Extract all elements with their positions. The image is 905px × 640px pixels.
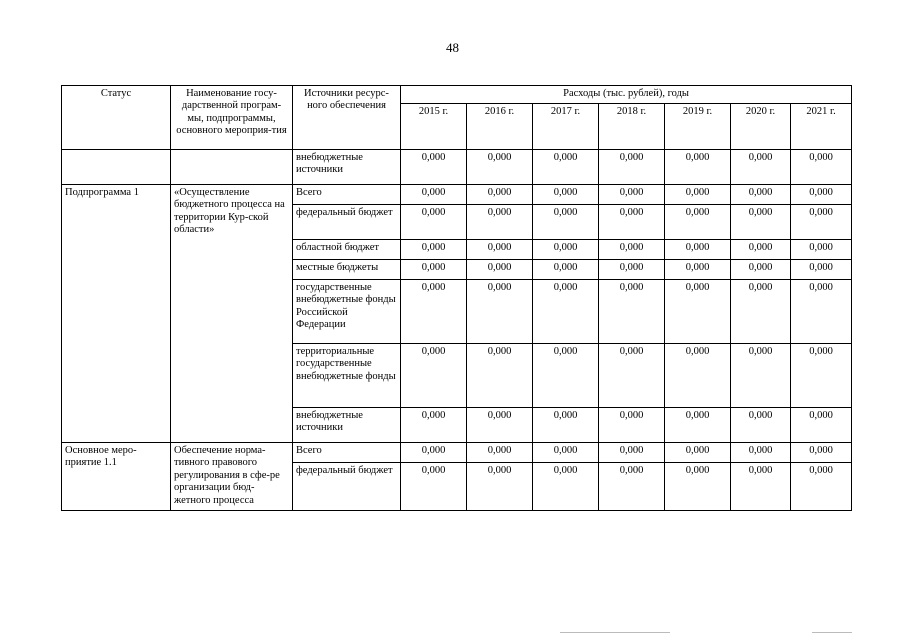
- header-year-2016: 2016 г.: [467, 104, 533, 150]
- value-cell: 0,000: [401, 150, 467, 185]
- header-year-2021: 2021 г.: [791, 104, 852, 150]
- value-cell: 0,000: [731, 463, 791, 511]
- value-cell: 0,000: [791, 463, 852, 511]
- value-cell: 0,000: [533, 150, 599, 185]
- value-cell: 0,000: [791, 408, 852, 443]
- source-cell: областной бюджет: [293, 240, 401, 260]
- table-row: [62, 185, 852, 205]
- value-cell: 0,000: [533, 344, 599, 408]
- value-cell: 0,000: [467, 443, 533, 463]
- value-cell: 0,000: [533, 408, 599, 443]
- name-cell: «Осуществление бюджетного процесса на территории Кур-ской области»: [171, 185, 293, 443]
- scan-artifact-line: [560, 632, 670, 633]
- source-cell: Всего: [293, 443, 401, 463]
- value-cell: 0,000: [731, 344, 791, 408]
- value-cell: 0,000: [533, 260, 599, 280]
- status-cell: [62, 150, 171, 185]
- value-cell: 0,000: [731, 150, 791, 185]
- value-cell: 0,000: [665, 408, 731, 443]
- source-cell: федеральный бюджет: [293, 463, 401, 511]
- value-cell: 0,000: [791, 185, 852, 205]
- value-cell: 0,000: [467, 344, 533, 408]
- value-cell: 0,000: [731, 205, 791, 240]
- header-sources: Источники ресурс-ного обеспечения: [293, 86, 401, 150]
- value-cell: 0,000: [731, 280, 791, 344]
- value-cell: 0,000: [665, 280, 731, 344]
- scan-artifact-line: [812, 632, 852, 633]
- source-cell: внебюджетные источники: [293, 408, 401, 443]
- value-cell: 0,000: [599, 185, 665, 205]
- header-year-2015: 2015 г.: [401, 104, 467, 150]
- value-cell: 0,000: [665, 344, 731, 408]
- value-cell: 0,000: [791, 443, 852, 463]
- name-cell: [171, 150, 293, 185]
- budget-table: [61, 85, 852, 511]
- value-cell: 0,000: [467, 463, 533, 511]
- header-year-2017: 2017 г.: [533, 104, 599, 150]
- value-cell: 0,000: [401, 205, 467, 240]
- value-cell: 0,000: [599, 280, 665, 344]
- table-row: [62, 443, 852, 463]
- value-cell: 0,000: [665, 443, 731, 463]
- value-cell: 0,000: [467, 408, 533, 443]
- source-cell: территориальные государственные внебюджетные фонды: [293, 344, 401, 408]
- name-cell: Обеспечение норма-тивного правового регулирования в сфе-ре организации бюд-жетного процесса: [171, 443, 293, 511]
- value-cell: 0,000: [665, 185, 731, 205]
- value-cell: 0,000: [665, 463, 731, 511]
- value-cell: 0,000: [731, 260, 791, 280]
- value-cell: 0,000: [401, 260, 467, 280]
- value-cell: 0,000: [533, 185, 599, 205]
- value-cell: 0,000: [791, 280, 852, 344]
- header-expenses: Расходы (тыс. рублей), годы: [401, 86, 852, 104]
- value-cell: 0,000: [467, 260, 533, 280]
- source-cell: федеральный бюджет: [293, 205, 401, 240]
- source-cell: внебюджетные источники: [293, 150, 401, 185]
- value-cell: 0,000: [731, 408, 791, 443]
- header-year-2019: 2019 г.: [665, 104, 731, 150]
- value-cell: 0,000: [665, 240, 731, 260]
- value-cell: 0,000: [533, 443, 599, 463]
- status-cell: Подпрограмма 1: [62, 185, 171, 443]
- value-cell: 0,000: [791, 344, 852, 408]
- value-cell: 0,000: [599, 344, 665, 408]
- value-cell: 0,000: [467, 280, 533, 344]
- value-cell: 0,000: [533, 240, 599, 260]
- value-cell: 0,000: [401, 240, 467, 260]
- value-cell: 0,000: [665, 260, 731, 280]
- value-cell: 0,000: [731, 240, 791, 260]
- value-cell: 0,000: [599, 408, 665, 443]
- value-cell: 0,000: [467, 185, 533, 205]
- value-cell: 0,000: [533, 280, 599, 344]
- value-cell: 0,000: [599, 463, 665, 511]
- source-cell: местные бюджеты: [293, 260, 401, 280]
- value-cell: 0,000: [791, 260, 852, 280]
- value-cell: 0,000: [467, 205, 533, 240]
- source-cell: Всего: [293, 185, 401, 205]
- value-cell: 0,000: [665, 150, 731, 185]
- value-cell: 0,000: [731, 185, 791, 205]
- source-cell: государственные внебюджетные фонды Российской Федерации: [293, 280, 401, 344]
- value-cell: 0,000: [599, 260, 665, 280]
- value-cell: 0,000: [665, 205, 731, 240]
- header-status: Статус: [62, 86, 171, 150]
- table-row: [62, 150, 852, 185]
- value-cell: 0,000: [599, 443, 665, 463]
- value-cell: 0,000: [467, 150, 533, 185]
- header-name: Наименование госу-дарственной програм-мы, подпрограммы, основного мероприя-тия: [171, 86, 293, 150]
- value-cell: 0,000: [467, 240, 533, 260]
- value-cell: 0,000: [401, 185, 467, 205]
- status-cell: Основное меро-приятие 1.1: [62, 443, 171, 511]
- value-cell: 0,000: [401, 344, 467, 408]
- value-cell: 0,000: [731, 443, 791, 463]
- header-row-1: [62, 86, 852, 104]
- value-cell: 0,000: [401, 408, 467, 443]
- value-cell: 0,000: [533, 205, 599, 240]
- value-cell: 0,000: [599, 150, 665, 185]
- value-cell: 0,000: [791, 240, 852, 260]
- value-cell: 0,000: [401, 443, 467, 463]
- value-cell: 0,000: [599, 240, 665, 260]
- header-year-2020: 2020 г.: [731, 104, 791, 150]
- value-cell: 0,000: [791, 150, 852, 185]
- value-cell: 0,000: [533, 463, 599, 511]
- header-year-2018: 2018 г.: [599, 104, 665, 150]
- value-cell: 0,000: [599, 205, 665, 240]
- page-number: 48: [446, 40, 459, 55]
- value-cell: 0,000: [401, 463, 467, 511]
- value-cell: 0,000: [791, 205, 852, 240]
- value-cell: 0,000: [401, 280, 467, 344]
